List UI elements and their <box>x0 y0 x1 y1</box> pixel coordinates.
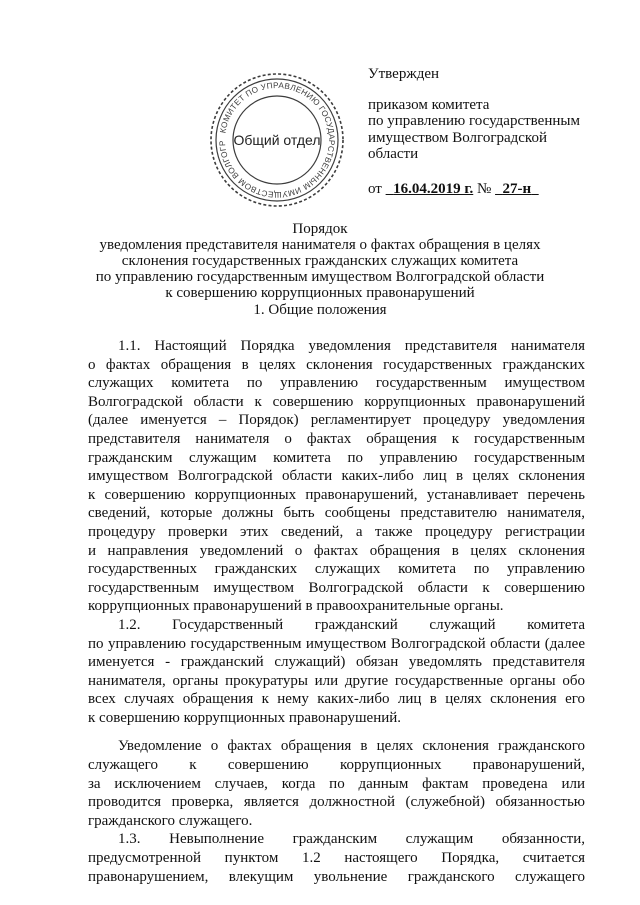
approval-date-line <box>368 181 580 198</box>
paragraph-line: правонарушением, влекущим увольнение гражданского служащего <box>88 868 585 885</box>
paragraph-line: и направления уведомлений о фактах обращения в целях склонения <box>88 542 585 559</box>
paragraph-line: о фактах обращения в целях склонения государственных гражданских <box>88 356 585 373</box>
title-line: к совершению коррупционных правонарушений <box>165 285 475 301</box>
paragraph-line: 1.2. Государственный гражданский служащий комитета <box>118 616 585 633</box>
paragraph <box>88 616 585 728</box>
title-line: уведомления представителя нанимателя о фактах обращения в целях <box>99 237 541 253</box>
paragraph-line: нанимателя, органы прокуратуры или другие государственные органы обо <box>88 672 585 689</box>
svg-text:КОМИТЕТ ПО УПРАВЛЕНИЮ ГОСУДАРС: КОМИТЕТ ПО УПРАВЛЕНИЮ ГОСУДАРСТВЕННЫМ ИМУЩЕСТВОМ ВОЛГОГР <box>217 80 337 200</box>
official-stamp <box>207 70 347 210</box>
paragraph-line: сведений, которые должны быть сообщены представителю нанимателя, <box>88 505 585 522</box>
approval-block <box>368 66 580 197</box>
approval-order-line: приказом комитета <box>368 96 490 113</box>
title-line: Порядок <box>292 221 348 237</box>
paragraph-line: за исключением случаев, когда по данным фактам проведена или <box>88 775 585 792</box>
paragraph-line: именуется - гражданский служащий) обязан уведомлять представителя <box>88 654 585 671</box>
date-prefix: от <box>368 180 382 197</box>
paragraph-line: имуществом Волгоградской области каких-либо лиц в целях склонения <box>88 468 585 485</box>
paragraph <box>88 830 585 886</box>
svg-text:Общий отдел: Общий отдел <box>233 132 321 148</box>
paragraph-line: служащих комитета по управлению государственным имуществом <box>88 375 585 392</box>
paragraph-line: (далее именуется – Порядок) регламентирует процедуру уведомления <box>88 412 585 429</box>
paragraph <box>88 737 585 830</box>
title-line: по управлению государственным имуществом Волгоградской области <box>95 269 545 285</box>
paragraph-line: Волгоградской области к совершению коррупционных правонарушений <box>88 393 585 410</box>
approval-title: Утвержден <box>368 66 440 82</box>
paragraph-line: предусмотренной пунктом 1.2 настоящего Порядка, считается <box>88 850 585 867</box>
number-prefix: № <box>476 180 492 197</box>
paragraph-line: проводится проверка, является должностной (служебной) обязанностью <box>88 794 585 811</box>
paragraph-line: представителя нанимателя о фактах обращения к государственным <box>88 430 585 447</box>
approval-order <box>368 97 580 163</box>
paragraph-line: Уведомление о фактах обращения в целях склонения гражданского <box>118 738 585 755</box>
paragraph <box>88 337 585 616</box>
paragraph-line: гражданского служащего. <box>88 812 253 829</box>
approval-order-line: области <box>368 146 419 162</box>
paragraph-line: государственным имуществом Волгоградской области к совершению <box>88 579 585 596</box>
section-heading: 1. Общие положения <box>253 302 387 318</box>
paragraph-line: государственных гражданских служащих комитета по управлению <box>88 561 585 578</box>
approval-number: 27-н <box>502 180 532 197</box>
paragraph-line: 1.1. Настоящий Порядка уведомления представителя нанимателя <box>118 338 585 354</box>
title-line: склонения государственных гражданских служащих комитета <box>121 253 519 269</box>
approval-date: 16.04.2019 г. <box>393 180 474 197</box>
paragraph-line: к совершению коррупционных правонарушений. <box>88 709 402 726</box>
paragraph-gap <box>88 727 585 737</box>
approval-order-line: имуществом Волгоградской <box>368 129 547 146</box>
stamp-seal-icon <box>207 70 347 210</box>
paragraph-line: гражданским служащим комитета по управлению государственным <box>88 449 585 466</box>
paragraph-line: служащего к совершению коррупционных правонарушений, <box>88 757 585 774</box>
document-body <box>88 337 585 886</box>
paragraph-line: по управлению государственным имуществом Волгоградской области (далее <box>88 635 585 652</box>
paragraph-line: к совершению коррупционных правонарушений, устанавливает перечень <box>88 486 585 503</box>
paragraph-line: 1.3. Невыполнение гражданским служащим обязанности, <box>118 831 585 848</box>
paragraph-line: всех случаях обращения к нему каких-либо лиц в целях склонения его <box>88 691 585 708</box>
document-title <box>60 221 580 301</box>
paragraph-line: процедуру проверки этих сведений, а также процедуру регистрации <box>88 523 585 540</box>
approval-order-line: по управлению государственным <box>368 113 580 129</box>
paragraph-line: коррупционных правонарушений в правоохранительные органы. <box>88 598 504 615</box>
